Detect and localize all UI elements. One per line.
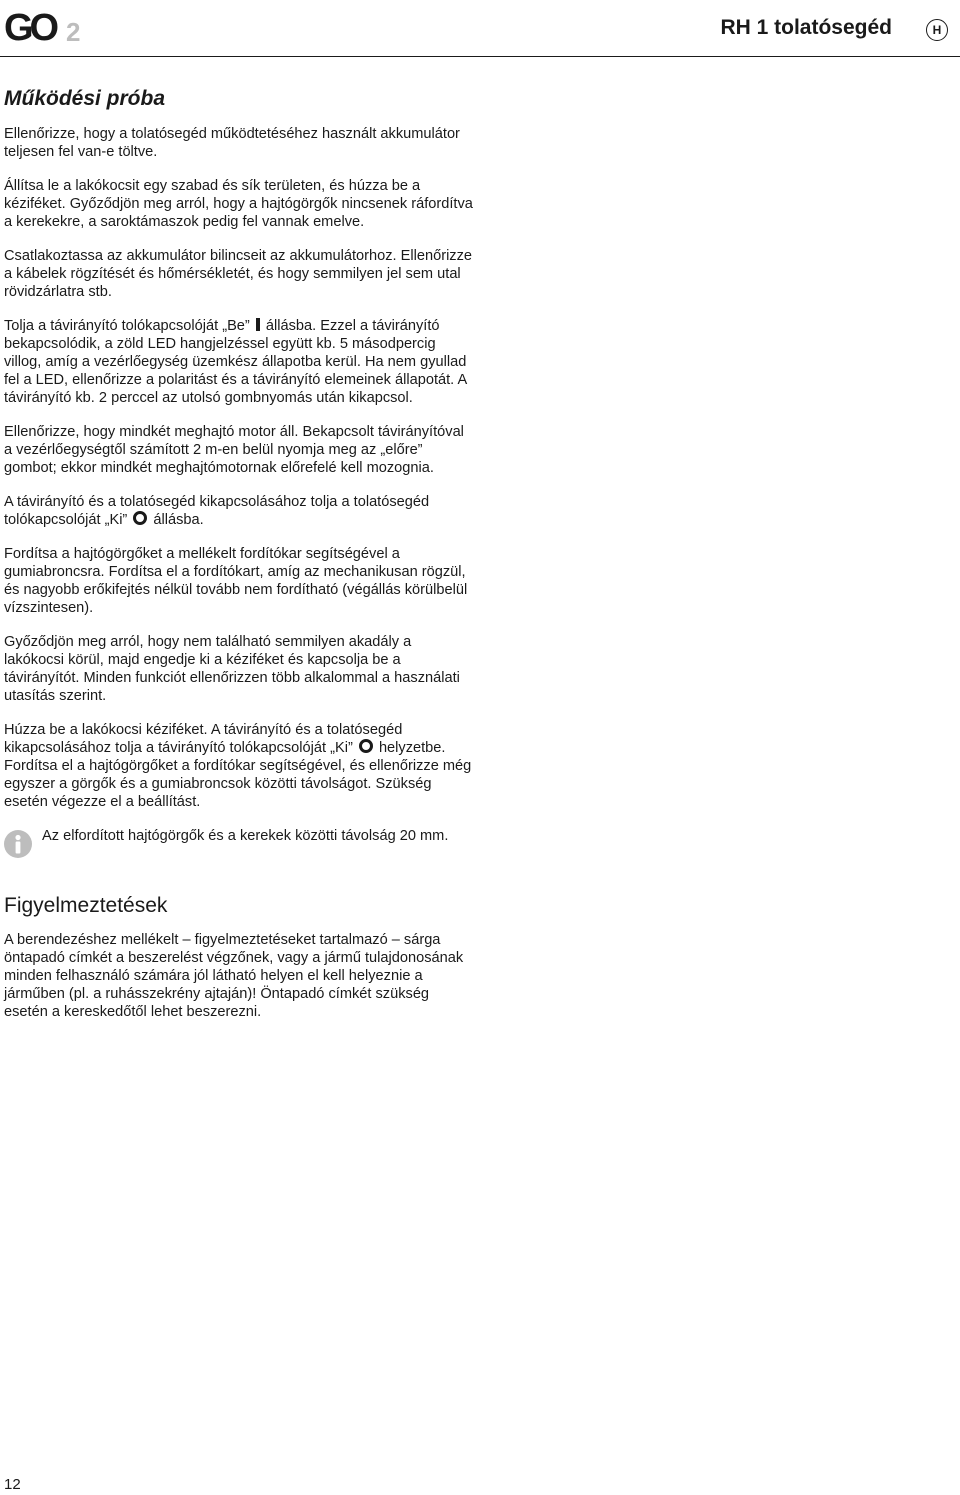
paragraph: Állítsa le a lakókocsit egy szabad és sík területen, és húzza be a kéziféket. Győződjön meg arról, hogy a hajtógörgők nincsenek ráfordítva a kerekekre, a saroktámaszok pedig fel vannak emelve. bbox=[4, 178, 473, 230]
paragraph-text: A távirányító és a tolatósegéd kikapcsolásához tolja a tolatósegéd tolókapcsolóját „Ki” bbox=[4, 494, 430, 528]
document-title: RH 1 tolatósegéd bbox=[720, 16, 892, 39]
paragraph: Ellenőrizze, hogy mindkét meghajtó motor áll. Bekapcsolt távirányítóval a vezérlőegységtől számított 2 m-en belül nyomja meg az „előre” gombot; ekkor mindkét meghajtómotornak előrefelé kell mozognia. bbox=[4, 424, 464, 476]
info-note bbox=[4, 827, 474, 845]
page-header bbox=[0, 0, 960, 60]
power-on-icon bbox=[256, 318, 260, 331]
section-title-warnings: Figyelmeztetések bbox=[4, 894, 168, 917]
header-divider bbox=[0, 56, 960, 57]
paragraph bbox=[4, 493, 474, 529]
info-icon bbox=[4, 830, 32, 858]
paragraph-text: Húzza be a lakókocsi kéziféket. A távirányító és a tolatósegéd kikapcsolásához tolja a távirányító tolókapcsolóját „Ki” bbox=[4, 722, 403, 756]
paragraph bbox=[4, 317, 474, 407]
language-badge: H bbox=[926, 19, 948, 41]
paragraph-text: Tolja a távirányító tolókapcsolóját „Be” bbox=[4, 318, 250, 334]
paragraph-text: állásba. bbox=[153, 512, 204, 528]
power-off-icon bbox=[359, 739, 373, 753]
section-title-test: Működési próba bbox=[4, 87, 166, 110]
svg-text:GO: GO bbox=[4, 8, 56, 44]
paragraph: Ellenőrizze, hogy a tolatósegéd működtetéséhez használt akkumulátor teljesen fel van-e töltve. bbox=[4, 126, 460, 160]
go2-logo bbox=[4, 8, 94, 44]
paragraph: Fordítsa a hajtógörgőket a mellékelt fordítókar segítségével a gumiabroncsra. Fordítsa el a fordítókart, amíg az mechanikusan rögzül, és nagyobb erőkifejtés nélkül tovább nem fordítható (végállás körülbelül vízszintesen). bbox=[4, 546, 468, 616]
paragraph bbox=[4, 721, 474, 811]
svg-text:2: 2 bbox=[66, 17, 81, 44]
paragraph: Győződjön meg arról, hogy nem található semmilyen akadály a lakókocsi körül, majd engedje ki a kéziféket és kapcsolja be a távirányítót. Minden funkciót ellenőrizzen több alkalommal a használati utasítás szerint. bbox=[4, 634, 460, 704]
power-off-icon bbox=[133, 511, 147, 525]
paragraph: Csatlakoztassa az akkumulátor bilincseit az akkumulátorhoz. Ellenőrizze a kábelek rögzítését és hőmérsékletét, és hogy semmilyen jel sem utal rövidzárlatra stb. bbox=[4, 248, 473, 300]
paragraph: A berendezéshez mellékelt – figyelmeztetéseket tartalmazó – sárga öntapadó címkét a beszerelést végzőnek, vagy a jármű tulajdonosának minden felhasználó számára jól látható helyen el kell helyeznie a járműben (pl. a ruhásszekrény ajtaján)! Öntapadó címkét szükség esetén a kereskedőtől lehet beszerezni. bbox=[4, 932, 464, 1020]
paragraph-text: állásba. Ezzel a távirányító bekapcsolódik, a zöld LED hangjelzéssel együtt kb. 5 másodpercig villog, amíg a vezérlőegység üzemkész állapotba kerül. Ha nem gyullad fel a LED, ellenőrizze a polaritást és a távirányító elemeinek állapotát. A távirányító kb. 2 perccel az utolsó gombnyomás után kikapcsol. bbox=[4, 318, 467, 406]
main-content bbox=[4, 86, 474, 1037]
paragraph-text: helyzetbe. Fordítsa el a hajtógörgőket a fordítókar segítségével, és ellenőrizze még egyszer a görgők és a gumiabroncsok közötti távolságot. Szükség esetén végezze el a beállítást. bbox=[4, 740, 472, 810]
page-number: 12 bbox=[4, 1476, 21, 1493]
info-text: Az elfordított hajtógörgők és a kerekek közötti távolság 20 mm. bbox=[42, 828, 449, 844]
